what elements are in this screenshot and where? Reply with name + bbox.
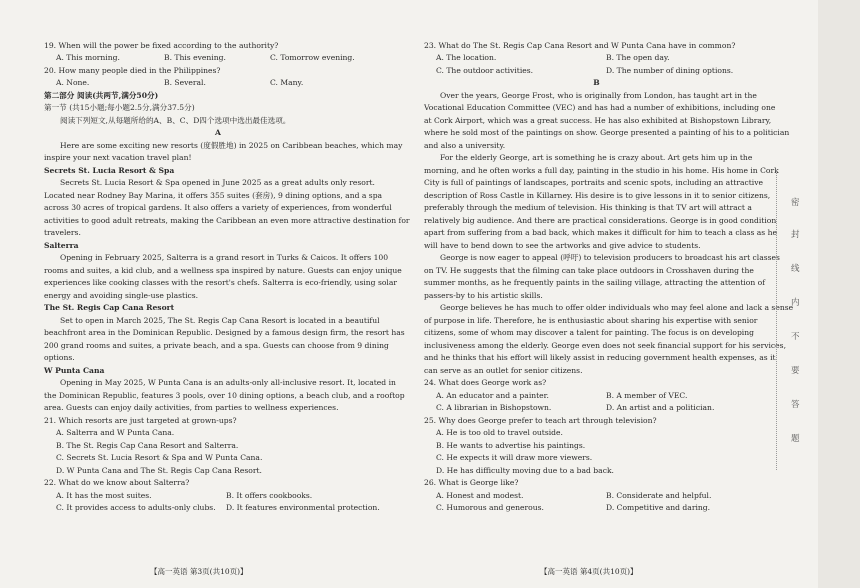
resort-heading: The St. Regis Cap Cana Resort <box>44 303 175 312</box>
binding-margin-char: 答 <box>791 400 800 410</box>
question-21: 21. Which resorts are just targeted at grown-ups? <box>44 416 237 425</box>
option: C. He expects it will draw more viewers. <box>436 453 593 462</box>
binding-margin-strip <box>818 0 860 588</box>
text-line: morning, and he often works a full day, painting in the studio in his home. His home in Cork <box>424 166 779 175</box>
option: B. The open day. <box>606 53 670 62</box>
text-line: summer months, as he frequently paints in the sailing village, attracting the attention of <box>424 278 766 287</box>
text-line: activities to good adult retreats, making the Caribbean an even more attractive destination for <box>44 216 410 225</box>
question-25: 25. Why does George prefer to teach art through television? <box>424 416 657 425</box>
option: B. Several. <box>164 78 206 87</box>
text-line: inspire your next vacation travel plan! <box>44 153 192 162</box>
part-heading: 第二部分 阅读(共两节,满分50分) <box>44 91 159 100</box>
option: A. The location. <box>436 53 497 62</box>
resort-heading: Salterra <box>44 241 79 250</box>
text-line: Opening in February 2025, Salterra is a grand resort in Turks & Caicos. It offers 100 <box>60 253 389 262</box>
text-line: at Cork Airport, which was a great success. He has also exhibited at Bishopstown Library, <box>424 116 772 125</box>
binding-margin-char: 要 <box>791 366 800 376</box>
option: B. It offers cookbooks. <box>226 491 313 500</box>
text-line: City is full of paintings of landscapes, portraits and scenic spots, including an attractive <box>424 178 763 187</box>
page-footer-left: 【高一英语 第3页(共10页)】 <box>150 567 248 576</box>
text-line: passers-by to his artistic skills. <box>424 291 543 300</box>
text-line: beachfront area in the Dominican Republic. Designed by a famous design firm, the resort has <box>44 328 405 337</box>
text-line: and he thinks that his effort will likely assist in reducing government health expenses, as it <box>424 353 776 362</box>
text-line: of purpose in life. Therefore, he is enthusiastic about sharing his expertise with senior <box>424 316 758 325</box>
option: C. Many. <box>270 78 304 87</box>
option: C. It provides access to adults-only clubs. <box>56 503 216 512</box>
text-line: citizens, some of whom may discover a talent for painting. The focus is on developing <box>424 328 754 337</box>
passage-letter: B <box>593 78 600 87</box>
binding-dotted-line <box>776 170 777 470</box>
option: C. Secrets St. Lucia Resort & Spa and W Punta Cana. <box>56 453 263 462</box>
text-line: the Dominican Republic, features 3 pools, over 10 dining options, a beach club, and a rooftop <box>44 391 405 400</box>
option: A. Salterra and W Punta Cana. <box>56 428 175 437</box>
option: B. Considerate and helpful. <box>606 491 712 500</box>
question-19: 19. When will the power be fixed according to the authority? <box>44 41 279 50</box>
text-line: can serve as an outlet for senior citizens. <box>424 366 583 375</box>
text-line: Secrets St. Lucia Resort & Spa opened in June 2025 as a great adults only resort. <box>60 178 375 187</box>
text-line: Set to open in March 2025, The St. Regis Cap Cana Resort is located in a beautiful <box>60 316 380 325</box>
binding-margin-char: 封 <box>791 230 800 240</box>
option: D. It features environmental protection. <box>226 503 380 512</box>
option: B. A member of VEC. <box>606 391 688 400</box>
binding-margin-char: 内 <box>791 298 800 308</box>
text-line: Opening in May 2025, W Punta Cana is an adults-only all-inclusive resort. It, located in <box>60 378 396 387</box>
option: A. He is too old to travel outside. <box>436 428 563 437</box>
binding-margin-char: 不 <box>791 332 800 342</box>
option: C. Tomorrow evening. <box>270 53 355 62</box>
text-line: Vocational Education Committee (VEC) and has had a number of exhibitions, including one <box>424 103 776 112</box>
question-26: 26. What is George like? <box>424 478 519 487</box>
option: D. Competitive and daring. <box>606 503 711 512</box>
text-line: 200 grand rooms and suites, a private beach, and a spa. Guests can choose from 9 dining <box>44 341 389 350</box>
question-20: 20. How many people died in the Philippines? <box>44 66 221 75</box>
text-line: across 30 acres of tropical gardens. It also offers a variety of experiences, from wonderful <box>44 203 392 212</box>
text-line: For the elderly George, art is something he is crazy about. Art gets him up in the <box>440 153 753 162</box>
text-line: preferably through the medium of television. His thinking is that TV art will attract a <box>424 203 752 212</box>
option: A. An educator and a painter. <box>436 391 549 400</box>
text-line: where he sold most of the paintings on show. George presented a painting of his to a politician <box>424 128 790 137</box>
text-line: experiences like cooking classes with the resort's chefs. Salterra is eco-friendly, using solar <box>44 278 397 287</box>
option: D. An artist and a politician. <box>606 403 715 412</box>
text-line: area. Guests can enjoy daily activities, from parties to wellness experiences. <box>44 403 339 412</box>
text-line: relatively big audience. And there are practical considerations. George is in good condition <box>424 216 777 225</box>
text-line: will have to bend down to see the artworks and give advice to students. <box>424 241 701 250</box>
option: B. The St. Regis Cap Cana Resort and Salterra. <box>56 441 239 450</box>
text-line: inclusiveness among the elderly. George even does not seek financial support for his services, <box>424 341 786 350</box>
option: A. This morning. <box>56 53 120 62</box>
section-heading: 第一节 (共15小题;每小题2.5分,满分37.5分) <box>44 103 195 112</box>
option: B. This evening. <box>164 53 226 62</box>
option: C. Humorous and generous. <box>436 503 544 512</box>
question-22: 22. What do we know about Salterra? <box>44 478 190 487</box>
option: A. None. <box>56 78 90 87</box>
text-line: Here are some exciting new resorts (度假胜地) in 2025 on Caribbean beaches, which may <box>60 141 403 150</box>
text-line: on TV. He suggests that the filming can take place outdoors in Crosshaven during the <box>424 266 754 275</box>
instruction: 阅读下列短文,从每题所给的A、B、C、D四个选项中选出最佳选项。 <box>60 116 291 125</box>
text-line: energy and avoiding single-use plastics. <box>44 291 199 300</box>
question-24: 24. What does George work as? <box>424 378 547 387</box>
option: C. The outdoor activities. <box>436 66 534 75</box>
option: D. W Punta Cana and The St. Regis Cap Cana Resort. <box>56 466 262 475</box>
option: C. A librarian in Bishopstown. <box>436 403 552 412</box>
option: B. He wants to advertise his paintings. <box>436 441 586 450</box>
binding-margin-char: 线 <box>791 264 800 274</box>
option: D. He has difficulty moving due to a bad back. <box>436 466 614 475</box>
text-line: travelers. <box>44 228 81 237</box>
text-line: George is now eager to appeal (呼吁) to television producers to broadcast his art classes <box>440 253 780 262</box>
resort-heading: Secrets St. Lucia Resort & Spa <box>44 166 175 175</box>
text-line: George believes he has much to offer older individuals who may feel alone and lack a sense <box>440 303 794 312</box>
option: A. Honest and modest. <box>436 491 524 500</box>
binding-margin-char: 密 <box>791 198 800 208</box>
text-line: description of Ross Castle in Killarney. His desire is to give lessons in it to senior citizens, <box>424 191 771 200</box>
resort-heading: W Punta Cana <box>44 366 105 375</box>
question-23: 23. What do The St. Regis Cap Cana Resort and W Punta Cana have in common? <box>424 41 736 50</box>
text-line: Located near Rodney Bay Marina, it offers 355 suites (套房), 9 dining options, and a spa <box>44 191 383 200</box>
text-line: options. <box>44 353 75 362</box>
text-line: rooms and suites, a kid club, and a wellness spa inspired by nature. Guests can enjoy unique <box>44 266 402 275</box>
text-line: Over the years, George Frost, who is originally from London, has taught art in the <box>440 91 757 100</box>
text-line: apart from suffering from a bad back, which makes it difficult for him to teach a class as he <box>424 228 778 237</box>
page-footer-right: 【高一英语 第4页(共10页)】 <box>540 567 638 576</box>
passage-letter: A <box>215 128 221 137</box>
option: A. It has the most suites. <box>56 491 152 500</box>
text-line: and also a university. <box>424 141 506 150</box>
option: D. The number of dining options. <box>606 66 734 75</box>
binding-margin-char: 题 <box>791 434 800 444</box>
